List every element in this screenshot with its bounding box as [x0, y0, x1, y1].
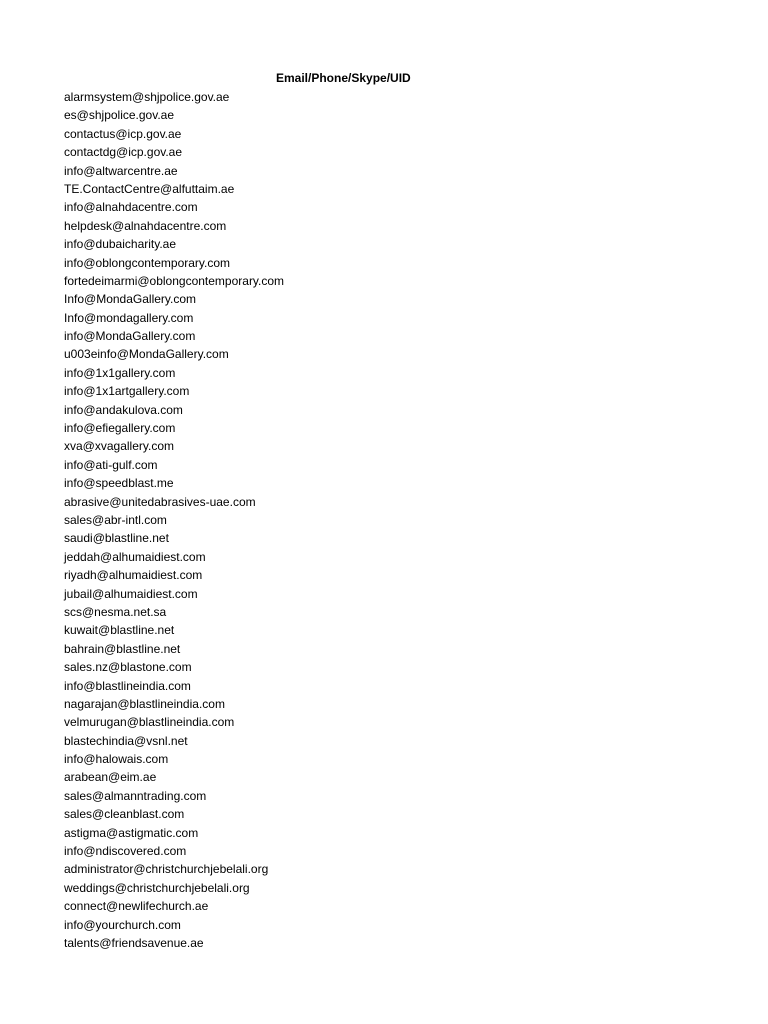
email-item: info@dubaicharity.ae [64, 237, 177, 252]
email-item: fortedeimarmi@oblongcontemporary.com [64, 273, 285, 288]
email-item: connect@newlifechurch.ae [64, 899, 209, 914]
email-item: info@andakulova.com [64, 402, 183, 417]
email-item: velmurugan@blastlineindia.com [64, 715, 235, 730]
email-item: saudi@blastline.net [64, 531, 169, 546]
email-item: es@shjpolice.gov.ae [64, 108, 175, 123]
email-item: kuwait@blastline.net [64, 623, 175, 638]
email-item: u003einfo@MondaGallery.com [64, 347, 229, 362]
email-item: TE.ContactCentre@alfuttaim.ae [64, 181, 235, 196]
email-item: jubail@alhumaidiest.com [64, 586, 198, 601]
email-item: sales@cleanblast.com [64, 807, 185, 822]
email-item: scs@nesma.net.sa [64, 604, 167, 619]
email-item: blastechindia@vsnl.net [64, 733, 188, 748]
email-item: info@1x1artgallery.com [64, 384, 190, 399]
email-item: contactus@icp.gov.ae [64, 126, 182, 141]
email-item: info@blastlineindia.com [64, 678, 191, 693]
email-item: talents@friendsavenue.ae [64, 935, 204, 950]
email-item: astigma@astigmatic.com [64, 825, 199, 840]
email-item: helpdesk@alnahdacentre.com [64, 218, 227, 233]
email-item: info@MondaGallery.com [64, 329, 196, 344]
email-item: sales@almanntrading.com [64, 788, 207, 803]
email-item: info@efiegallery.com [64, 421, 176, 436]
email-item: nagarajan@blastlineindia.com [64, 696, 225, 711]
email-item: Info@MondaGallery.com [64, 292, 197, 307]
email-item: contactdg@icp.gov.ae [64, 145, 183, 160]
email-item: riyadh@alhumaidiest.com [64, 568, 203, 583]
email-item: sales.nz@blastone.com [64, 660, 192, 675]
email-item: xva@xvagallery.com [64, 439, 174, 454]
email-list [64, 88, 284, 952]
email-item: info@alnahdacentre.com [64, 200, 198, 215]
email-item: arabean@eim.ae [64, 770, 157, 785]
email-item: info@yourchurch.com [64, 917, 181, 932]
email-item: sales@abr-intl.com [64, 512, 167, 527]
email-item: weddings@christchurchjebelali.org [64, 880, 250, 895]
email-item: info@oblongcontemporary.com [64, 255, 231, 270]
email-item: info@speedblast.me [64, 476, 174, 491]
email-item: abrasive@unitedabrasives-uae.com [64, 494, 256, 509]
email-item: Info@mondagallery.com [64, 310, 194, 325]
email-item: info@halowais.com [64, 752, 169, 767]
email-item: info@ndiscovered.com [64, 844, 187, 859]
email-item: info@altwarcentre.ae [64, 163, 178, 178]
email-item: administrator@christchurchjebelali.org [64, 862, 269, 877]
email-item: jeddah@alhumaidiest.com [64, 549, 206, 564]
column-header: Email/Phone/Skype/UID [276, 71, 411, 85]
email-item: alarmsystem@shjpolice.gov.ae [64, 90, 230, 104]
email-item: info@1x1gallery.com [64, 365, 176, 380]
email-item: bahrain@blastline.net [64, 641, 181, 656]
email-item: info@ati-gulf.com [64, 457, 158, 472]
